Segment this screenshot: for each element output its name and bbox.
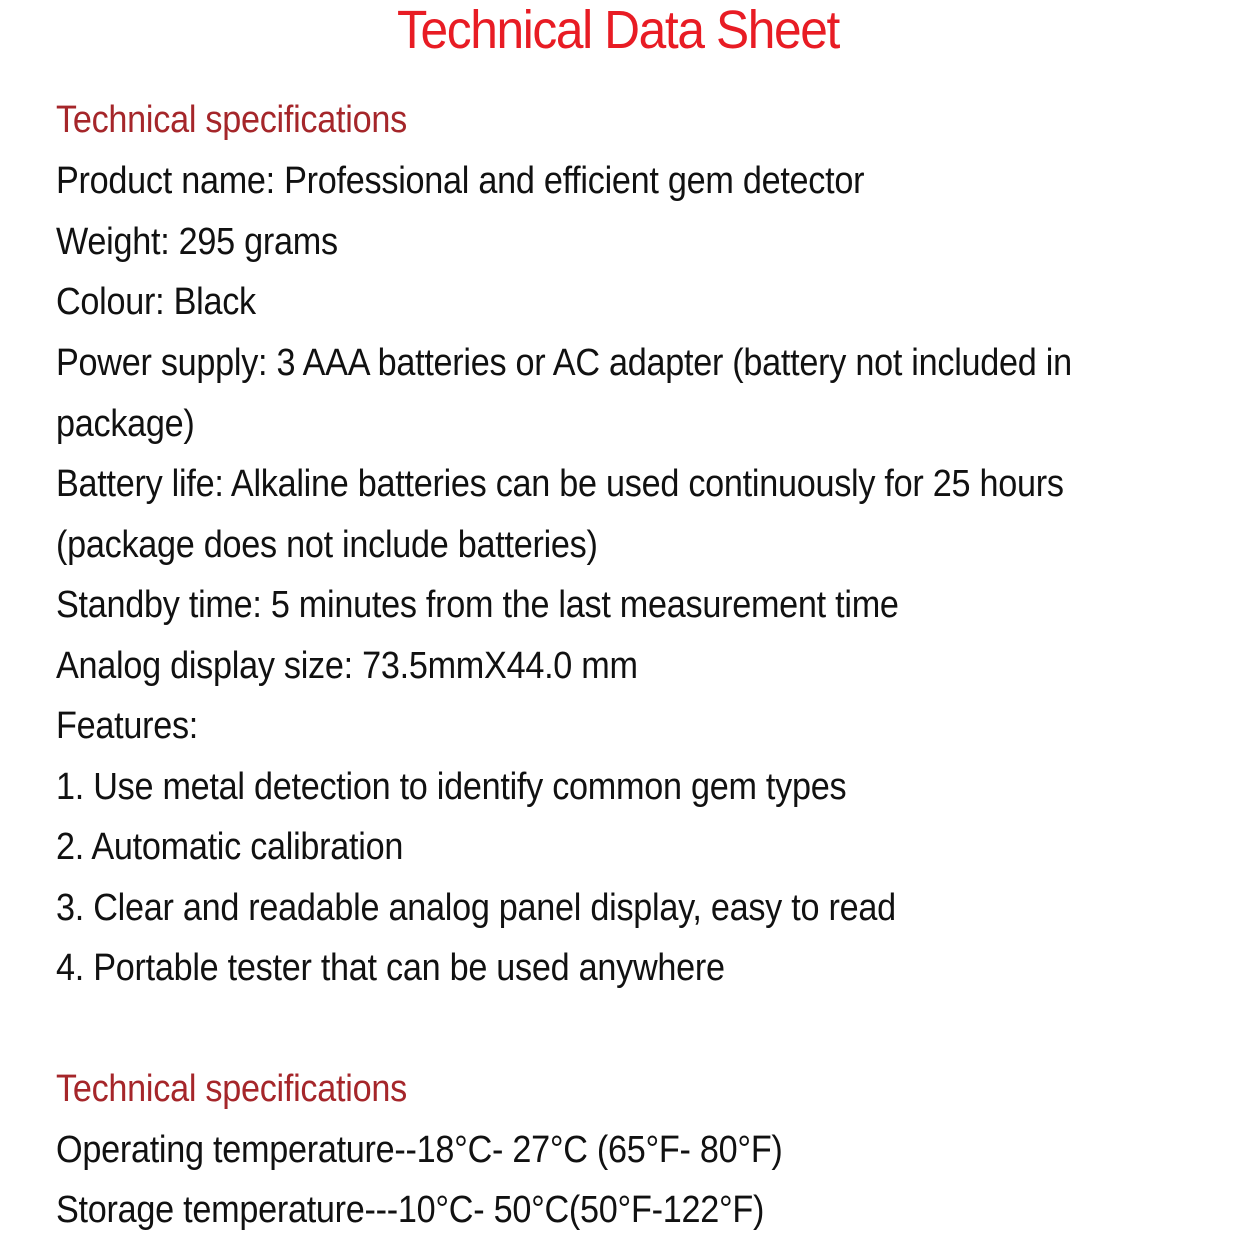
feature-item-4: 4. Portable tester that can be used anywhere	[56, 947, 725, 989]
spec-colour: Colour: Black	[56, 281, 256, 323]
spec-power-supply: Power supply: 3 AAA batteries or AC adapter (battery not included in	[56, 342, 1072, 384]
spec-power-supply-continued: package)	[56, 403, 195, 445]
feature-item-2: 2. Automatic calibration	[56, 826, 404, 868]
feature-item-1: 1. Use metal detection to identify common gem types	[56, 766, 847, 808]
section-heading-temperature: Technical specifications	[56, 1068, 407, 1110]
spec-weight: Weight: 295 grams	[56, 221, 338, 263]
feature-item-3: 3. Clear and readable analog panel display, easy to read	[56, 887, 896, 929]
spec-product-name: Product name: Professional and efficient gem detector	[56, 160, 865, 202]
spec-storage-temperature: Storage temperature---10°C- 50°C(50°F-122°F)	[56, 1189, 765, 1231]
spec-battery-life-continued: (package does not include batteries)	[56, 524, 598, 566]
spec-display-size: Analog display size: 73.5mmX44.0 mm	[56, 645, 638, 687]
spec-battery-life: Battery life: Alkaline batteries can be used continuously for 25 hours	[56, 463, 1064, 505]
section-heading-specifications: Technical specifications	[56, 99, 407, 141]
spec-standby-time: Standby time: 5 minutes from the last measurement time	[56, 584, 899, 626]
features-label: Features:	[56, 705, 199, 747]
page-title: Technical Data Sheet	[397, 0, 839, 60]
spec-operating-temperature: Operating temperature--18°C- 27°C (65°F- 80°F)	[56, 1129, 783, 1171]
